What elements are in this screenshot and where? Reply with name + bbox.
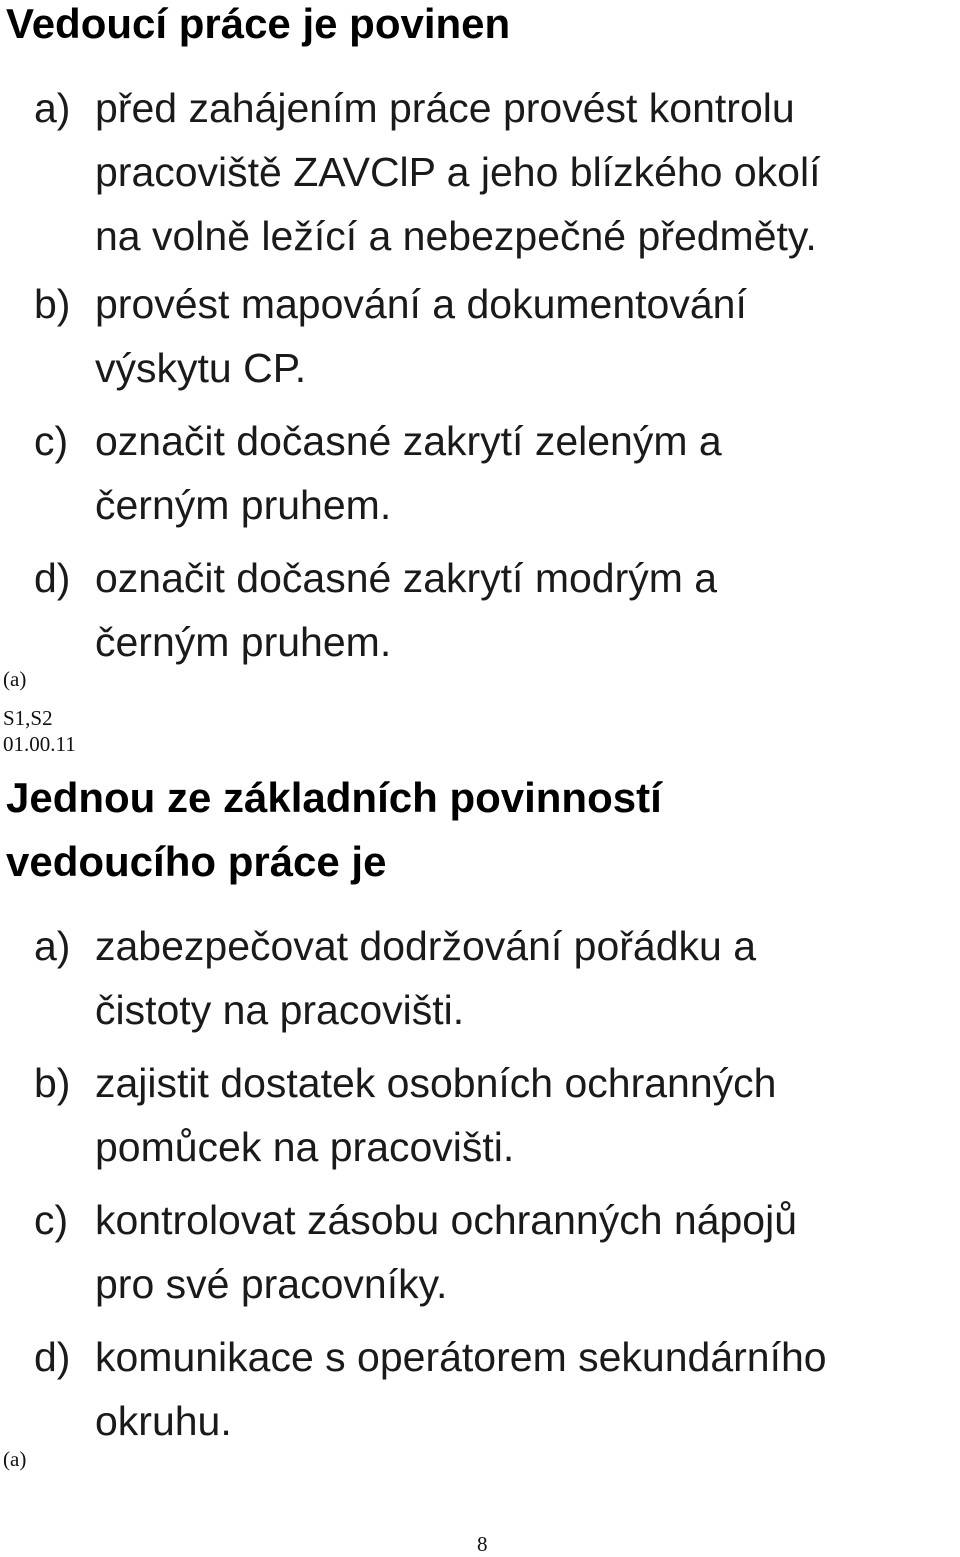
question-2-answer-key: (a)	[3, 1447, 27, 1471]
option-letter: b)	[34, 1060, 71, 1106]
question-1-option-c	[34, 409, 960, 537]
question-2-title: Jednou ze základních povinností vedoucího práce je	[6, 774, 662, 885]
option-text: kontrolovat zásobu ochranných nápojů pro své pracovníky.	[95, 1197, 798, 1307]
question-1-category-code: S1,S2	[3, 706, 53, 730]
option-letter: c)	[34, 1197, 69, 1243]
question-1-option-b	[34, 272, 960, 400]
option-letter: a)	[34, 85, 71, 131]
question-2-option-d	[34, 1325, 960, 1453]
option-letter: a)	[34, 923, 71, 969]
question-1-answer-key: (a)	[3, 667, 27, 691]
option-text: před zahájením práce provést kontrolu pracoviště ZAVClP a jeho blízkého okolí na volně ležící a nebezpečné předměty.	[95, 85, 821, 259]
option-text: komunikace s operátorem sekundárního okruhu.	[95, 1334, 827, 1444]
page-number: 8	[477, 1532, 488, 1556]
question-2-option-c	[34, 1188, 960, 1316]
question-1-title: Vedoucí práce je povinen	[6, 0, 511, 47]
option-text: označit dočasné zakrytí zeleným a černým pruhem.	[95, 418, 722, 528]
option-text: zabezpečovat dodržování pořádku a čistoty na pracovišti.	[95, 923, 757, 1033]
question-2-option-b	[34, 1051, 960, 1179]
question-1-option-a	[34, 76, 960, 268]
question-1-id: 01.00.11	[3, 732, 76, 756]
option-letter: b)	[34, 281, 71, 327]
option-text: provést mapování a dokumentování výskytu CP.	[95, 281, 747, 391]
option-letter: c)	[34, 418, 69, 464]
option-text: zajistit dostatek osobních ochranných pomůcek na pracovišti.	[95, 1060, 777, 1170]
question-2-option-a	[34, 914, 960, 1042]
question-1-option-d	[34, 546, 960, 674]
option-letter: d)	[34, 555, 71, 601]
option-text: označit dočasné zakrytí modrým a černým pruhem.	[95, 555, 718, 665]
option-letter: d)	[34, 1334, 71, 1380]
